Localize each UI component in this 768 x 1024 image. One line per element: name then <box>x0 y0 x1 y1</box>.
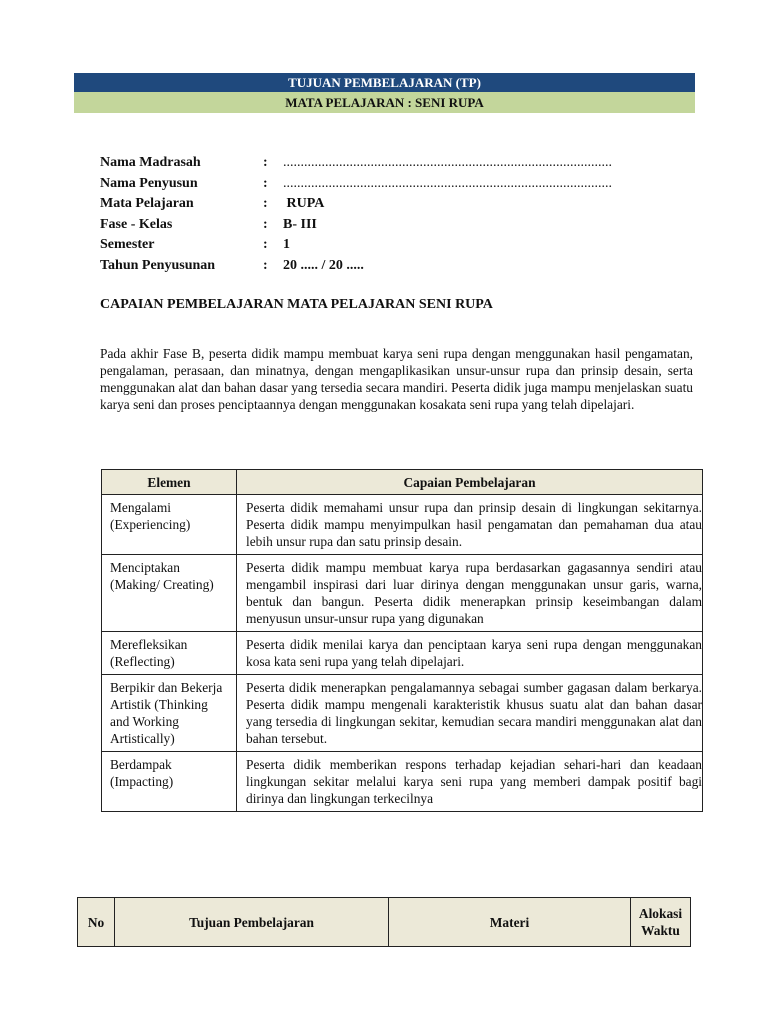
identity-block <box>100 153 660 276</box>
info-value: B- III <box>283 216 317 232</box>
info-label: Nama Penyusun <box>100 175 198 191</box>
document-title: TUJUAN PEMBELAJARAN (TP) <box>74 73 695 92</box>
cp-paragraph: Pada akhir Fase B, peserta didik mampu membuat karya seni rupa dengan menggunakan hasil pengamatan, pengalaman, perasaan, dan minatnya, dengan mengaplikasikan unsur-unsur rupa dan prinsip desain, serta menggunakan alat dan bahan dasar yang tersedia secara mandiri. Peserta didik juga mampu menjelaskan suatu karya seni dan proses penciptaannya dengan menggunakan kosakata seni rupa yang telah dipelajari. <box>100 346 693 412</box>
column-header-alokasi: Alokasi Waktu <box>631 898 691 947</box>
table-row <box>102 675 703 752</box>
table-header-row <box>78 898 691 947</box>
table-header-row <box>102 470 703 495</box>
info-label: Fase - Kelas <box>100 216 173 232</box>
info-label: Semester <box>100 237 155 252</box>
table-row <box>102 555 703 632</box>
elemen-cell: Menciptakan (Making/ Creating) <box>102 555 237 632</box>
info-value: 20 ..... / 20 ..... <box>283 257 364 273</box>
info-colon: : <box>263 155 268 170</box>
info-colon: : <box>263 257 268 273</box>
elemen-cell: Merefleksikan (Reflecting) <box>102 632 237 675</box>
column-header-tujuan: Tujuan Pembelajaran <box>115 898 389 947</box>
capaian-cell: Peserta didik mampu membuat karya rupa berdasarkan gagasannya sendiri atau mengambil inspirasi dari luar dirinya dengan menggunakan unsur garis, warna, bentuk dan bangun. Peserta didik menerapkan prinsip keseimbangan dalam menyusun unsur-unsur rupa yang digunakan <box>237 555 703 632</box>
info-colon: : <box>263 196 268 211</box>
column-header-elemen: Elemen <box>102 470 237 495</box>
info-label: Tahun Penyusunan <box>100 257 216 273</box>
elemen-cell: Mengalami (Experiencing) <box>102 495 237 555</box>
info-row-fase-kelas <box>100 215 660 236</box>
elemen-cell: Berdampak (Impacting) <box>102 752 237 812</box>
table-row <box>102 752 703 812</box>
section-heading: CAPAIAN PEMBELAJARAN MATA PELAJARAN SENI RUPA <box>100 297 493 312</box>
capaian-table <box>101 469 703 812</box>
info-colon: : <box>263 216 268 232</box>
column-header-no: No <box>78 898 115 947</box>
document-subtitle: MATA PELAJARAN : SENI RUPA <box>74 92 695 113</box>
capaian-cell: Peserta didik menerapkan pengalamannya sebagai sumber gagasan dalam berkarya. Peserta didik mampu mengenali karakteristik khusus suatu alat dan bahan dasar yang tersedia di lingkungan sekitar, kemudian secara mandiri menggunakan alat dan bahan tersebut. <box>237 675 703 752</box>
info-value: .............................................................................................. <box>283 155 612 170</box>
info-row-madrasah <box>100 153 660 174</box>
info-label: Mata Pelajaran <box>100 196 194 211</box>
info-value: 1 <box>283 237 290 252</box>
info-row-mata-pelajaran <box>100 194 660 215</box>
elemen-cell: Berpikir dan Bekerja Artistik (Thinking and Working Artistically) <box>102 675 237 752</box>
info-row-tahun <box>100 256 660 277</box>
info-row-semester <box>100 235 660 256</box>
info-value: .............................................................................................. <box>283 175 612 191</box>
table-row <box>102 495 703 555</box>
capaian-cell: Peserta didik memberikan respons terhadap kejadian sehari-hari dan keadaan lingkungan sekitar melalui karya seni rupa yang memberi dampak positif bagi dirinya dan lingkungan terkecilnya <box>237 752 703 812</box>
capaian-cell: Peserta didik menilai karya dan penciptaan karya seni rupa dengan menggunakan kosa kata seni rupa yang telah dipelajari. <box>237 632 703 675</box>
info-colon: : <box>263 175 268 191</box>
column-header-capaian: Capaian Pembelajaran <box>237 470 703 495</box>
capaian-cell: Peserta didik memahami unsur rupa dan prinsip desain di lingkungan sekitarnya. Peserta didik mampu menyimpulkan hasil pengamatan dan pemahaman dua atau lebih unsur rupa dan satu prinsip desain. <box>237 495 703 555</box>
info-colon: : <box>263 237 268 252</box>
column-header-materi: Materi <box>389 898 631 947</box>
info-row-penyusun <box>100 174 660 195</box>
info-label: Nama Madrasah <box>100 155 201 170</box>
table-row <box>102 632 703 675</box>
tujuan-pembelajaran-table <box>77 897 691 947</box>
info-value: RUPA <box>283 196 325 211</box>
